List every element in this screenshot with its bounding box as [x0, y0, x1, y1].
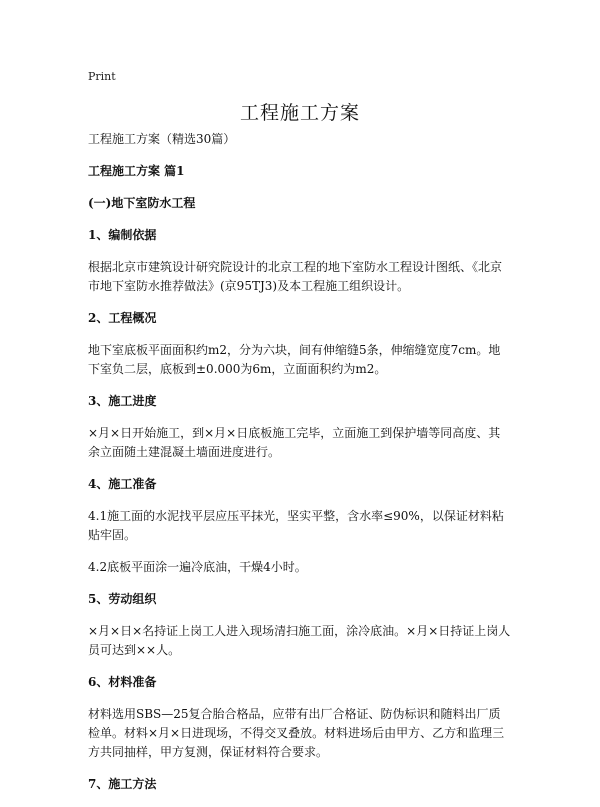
intro-line: 工程施工方案（精选30篇）: [88, 132, 236, 146]
section-heading: (一)地下室防水工程: [88, 196, 196, 210]
paragraph-schedule: ×月×日开始施工，到×月×日底板施工完毕，立面施工到保护墙等同高度、其余立面随土建混凝土墙面进度进行。: [88, 426, 501, 459]
paragraph-basis: 根据北京市建筑设计研究院设计的北京工程的地下室防水工程设计图纸、《北京市地下室防水推荐做法》(京95TJ3)及本工程施工组织设计。: [88, 260, 503, 293]
document-title: 工程施工方案: [239, 102, 360, 124]
paragraph-preparation-2: 4.2底板平面涂一遍冷底油，干燥4小时。: [88, 560, 307, 574]
print-label: Print: [88, 70, 116, 83]
heading-schedule: 3、施工进度: [88, 394, 157, 408]
heading-materials: 6、材料准备: [88, 675, 157, 689]
paragraph-labor: ×月×日×名持证上岗工人进入现场清扫施工面，涂冷底油。×月×日持证上岗人员可达到××人。: [88, 624, 511, 657]
heading-overview: 2、工程概况: [88, 311, 157, 325]
heading-basis: 1、编制依据: [88, 228, 157, 242]
paragraph-overview: 地下室底板平面面积约m2，分为六块，间有伸缩缝5条，伸缩缝宽度7cm。地下室负二层，底板到±0.000为6m，立面面积约为m2。: [88, 343, 501, 376]
article-title: 工程施工方案 篇1: [88, 164, 185, 178]
paragraph-preparation-1: 4.1施工面的水泥找平层应压平抹光，坚实平整，含水率≤90%，以保证材料粘贴牢固。: [88, 509, 504, 542]
heading-preparation: 4、施工准备: [88, 477, 157, 491]
heading-labor: 5、劳动组织: [88, 592, 157, 606]
paragraph-materials: 材料选用SBS—25复合胎合格品，应带有出厂合格证、防伪标识和随料出厂质检单。材料×月×日进现场，不得交叉叠放。材料进场后由甲方、乙方和监理三方共同抽样，甲方复测，保证材料符合要求。: [88, 707, 505, 759]
heading-method: 7、施工方法: [88, 777, 157, 791]
document-body: [88, 130, 512, 807]
